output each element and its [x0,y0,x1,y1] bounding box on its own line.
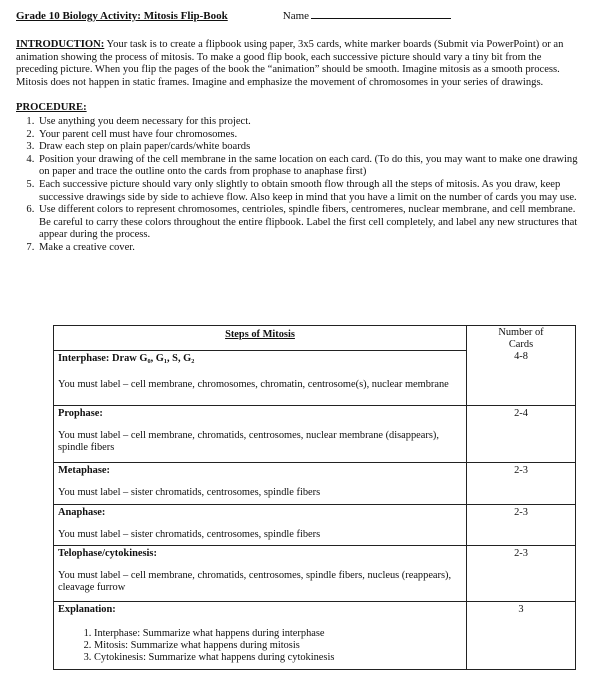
worksheet-header [16,8,584,26]
telophase-cell [54,546,467,602]
cards-cell-metaphase [467,463,576,505]
cards-count-anaphase: 2-3 [514,507,528,518]
procedure-item: 6. Use different colors to represent chromosomes, centrioles, spindle fibers, centromeres, nuclear membrane, and cell membrane. Be careful to carry these colors throughout the entire flipbook. Label the first cell completely, and label any new structures that appear during the process. [37,204,584,242]
label-requirements-prophase: You must label – cell membrane, chromatids, centrosomes, nuclear membrane (disappears), spindle fibers [58,430,439,453]
explanation-list [54,628,466,664]
interphase-cell [54,351,467,406]
anaphase-cell [54,505,467,546]
procedure-item: 5. Each successive picture should vary only slightly to obtain smooth flow through all the steps of mitosis. As you draw, keep successive drawings side by side to achieve flow. Also keep in mind that you have a limit on the number of cards you may use. [37,179,584,204]
cards-header-line-1: Number of [498,327,544,338]
cards-cell-explanation [467,602,576,670]
procedure-list [16,116,584,255]
explanation-cell [54,602,467,670]
steps-of-mitosis-table [53,325,576,670]
table-row [54,463,576,505]
label-requirements-metaphase: You must label – sister chromatids, centrosomes, spindle fibers [58,487,321,498]
label-requirements-telophase: You must label – cell membrane, chromatids, centrosomes, spindle fibers, nucleus (reappears), cleavage furrow [58,570,452,593]
label-requirements-interphase: You must label – cell membrane, chromosomes, chromatin, centrosome(s), nuclear membrane [58,379,449,390]
procedure-item: 2. Your parent cell must have four chromosomes. [37,129,584,142]
stage-title-metaphase: Metaphase: [58,465,110,476]
cards-count-interphase: 4-8 [514,351,528,362]
explanation-item: 1. Interphase: Summarize what happens during interphase [94,628,466,640]
procedure-item: 4. Position your drawing of the cell membrane in the same location on each card. (To do this, you may want to make one drawing on paper and trace the outline onto the cards from prophase to anaphase first) [37,154,584,179]
introduction-paragraph [16,39,584,89]
metaphase-cell [54,463,467,505]
stage-title-interphase: Interphase: Draw G₀, G₁, S, G₂ [58,353,195,364]
steps-header: Steps of Mitosis [225,329,295,340]
cards-header-line-2: Cards [508,339,534,350]
table-row [54,505,576,546]
table-row [54,546,576,602]
cards-cell-prophase [467,406,576,463]
stage-title-anaphase: Anaphase: [58,507,106,518]
name-label: Name [282,10,310,22]
introduction-heading: INTRODUCTION: [16,39,105,50]
cards-count-explanation: 3 [518,604,524,615]
steps-header-cell [54,326,467,351]
introduction-text: Your task is to create a flipbook using paper, 3x5 cards, white marker boards (Submit via PowerPoint) or an animation showing the process of mitosis. To make a good flip book, each successive picture should vary a tiny bit from the preceding picture. When you flip the pages of the book the “animation” should be smooth. Imagine mitosis as a smooth process. Mitosis does not happen in static frames. Imagine and emphasize the movement of chromosomes in your series of drawings. [16,39,564,88]
cards-header-cell [467,326,576,406]
label-requirements-anaphase: You must label – sister chromatids, centrosomes, spindle fibers [58,529,321,540]
table-header-row [54,326,576,351]
stage-title-explanation: Explanation: [58,604,116,615]
prophase-cell [54,406,467,463]
name-blank-line [311,8,451,19]
procedure-item: 7. Make a creative cover. [37,242,584,255]
worksheet-title: Grade 10 Biology Activity: Mitosis Flip-Book [16,10,228,22]
procedure-heading: PROCEDURE: [16,102,87,114]
cards-cell-anaphase [467,505,576,546]
explanation-item: 3. Cytokinesis: Summarize what happens during cytokinesis [94,652,466,664]
stage-title-prophase: Prophase: [58,408,103,419]
table-row [54,406,576,463]
cards-header [467,326,575,363]
cards-cell-telophase [467,546,576,602]
worksheet-page [16,8,584,255]
explanation-item: 2. Mitosis: Summarize what happens during mitosis [94,640,466,652]
table-row [54,602,576,670]
cards-count-metaphase: 2-3 [514,465,528,476]
stage-title-telophase: Telophase/cytokinesis: [58,548,157,559]
cards-count-prophase: 2-4 [514,408,528,419]
procedure-item: 3. Draw each step on plain paper/cards/white boards [37,141,584,154]
name-field [283,8,451,23]
procedure-item: 1. Use anything you deem necessary for this project. [37,116,584,129]
cards-count-telophase: 2-3 [514,548,528,559]
